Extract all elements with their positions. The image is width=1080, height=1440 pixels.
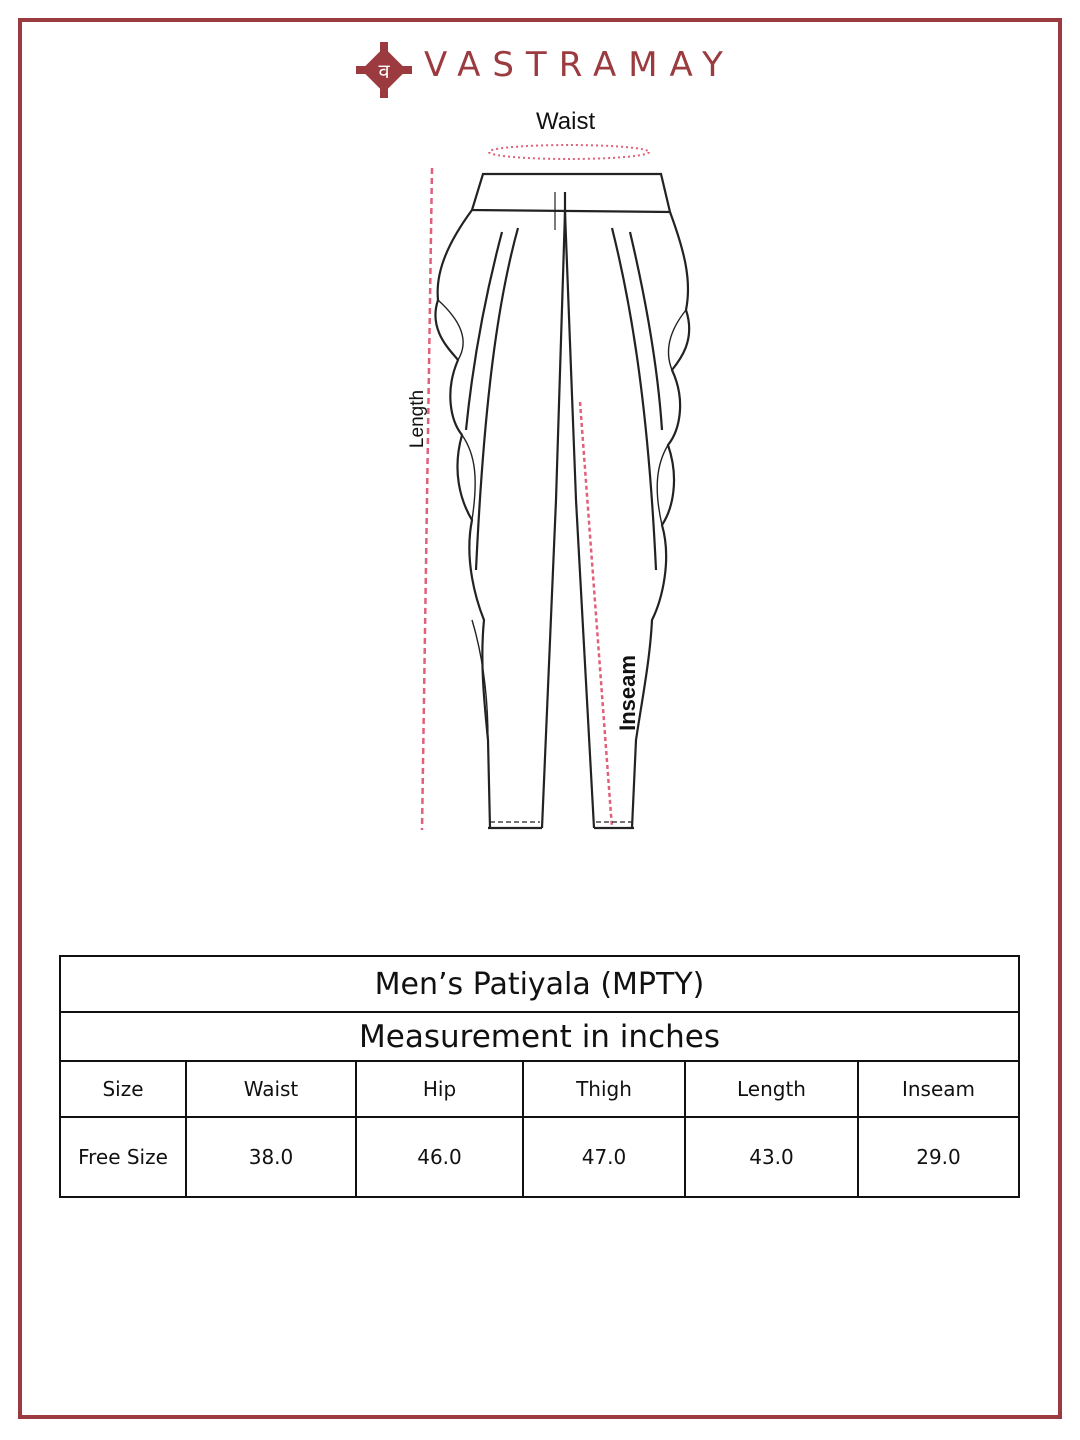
- cell-thigh: 47.0: [523, 1117, 685, 1197]
- header-thigh: Thigh: [523, 1061, 685, 1117]
- brand-logo: [356, 38, 735, 98]
- header-length: Length: [685, 1061, 858, 1117]
- table-row: [60, 1117, 1019, 1197]
- waist-measure-line: [489, 145, 649, 159]
- cell-hip: 46.0: [356, 1117, 523, 1197]
- header-hip: Hip: [356, 1061, 523, 1117]
- cell-inseam: 29.0: [858, 1117, 1019, 1197]
- brand-name: VASTRAMAY: [424, 45, 735, 85]
- cell-length: 43.0: [685, 1117, 858, 1197]
- table-subtitle: Measurement in inches: [60, 1012, 1019, 1061]
- table-title-row: [60, 956, 1019, 1012]
- header-size: Size: [60, 1061, 186, 1117]
- table-subtitle-row: [60, 1012, 1019, 1061]
- inseam-label: Inseam: [615, 655, 640, 731]
- size-chart-table: [59, 955, 1020, 1198]
- pants-outline: [435, 174, 689, 828]
- length-measure-line: [422, 168, 432, 830]
- table-header-row: [60, 1061, 1019, 1117]
- header-inseam: Inseam: [858, 1061, 1019, 1117]
- length-label: Length: [407, 389, 428, 449]
- cell-size: Free Size: [60, 1117, 186, 1197]
- header-waist: Waist: [186, 1061, 356, 1117]
- table-title: Men’s Patiyala (MPTY): [60, 956, 1019, 1012]
- patiyala-pants-diagram: [380, 100, 720, 840]
- inseam-measure-line: [580, 402, 612, 828]
- cell-waist: 38.0: [186, 1117, 356, 1197]
- brand-mark-letter: व: [378, 59, 390, 83]
- waist-label: Waist: [536, 108, 596, 135]
- brand-mark-icon: [356, 42, 412, 98]
